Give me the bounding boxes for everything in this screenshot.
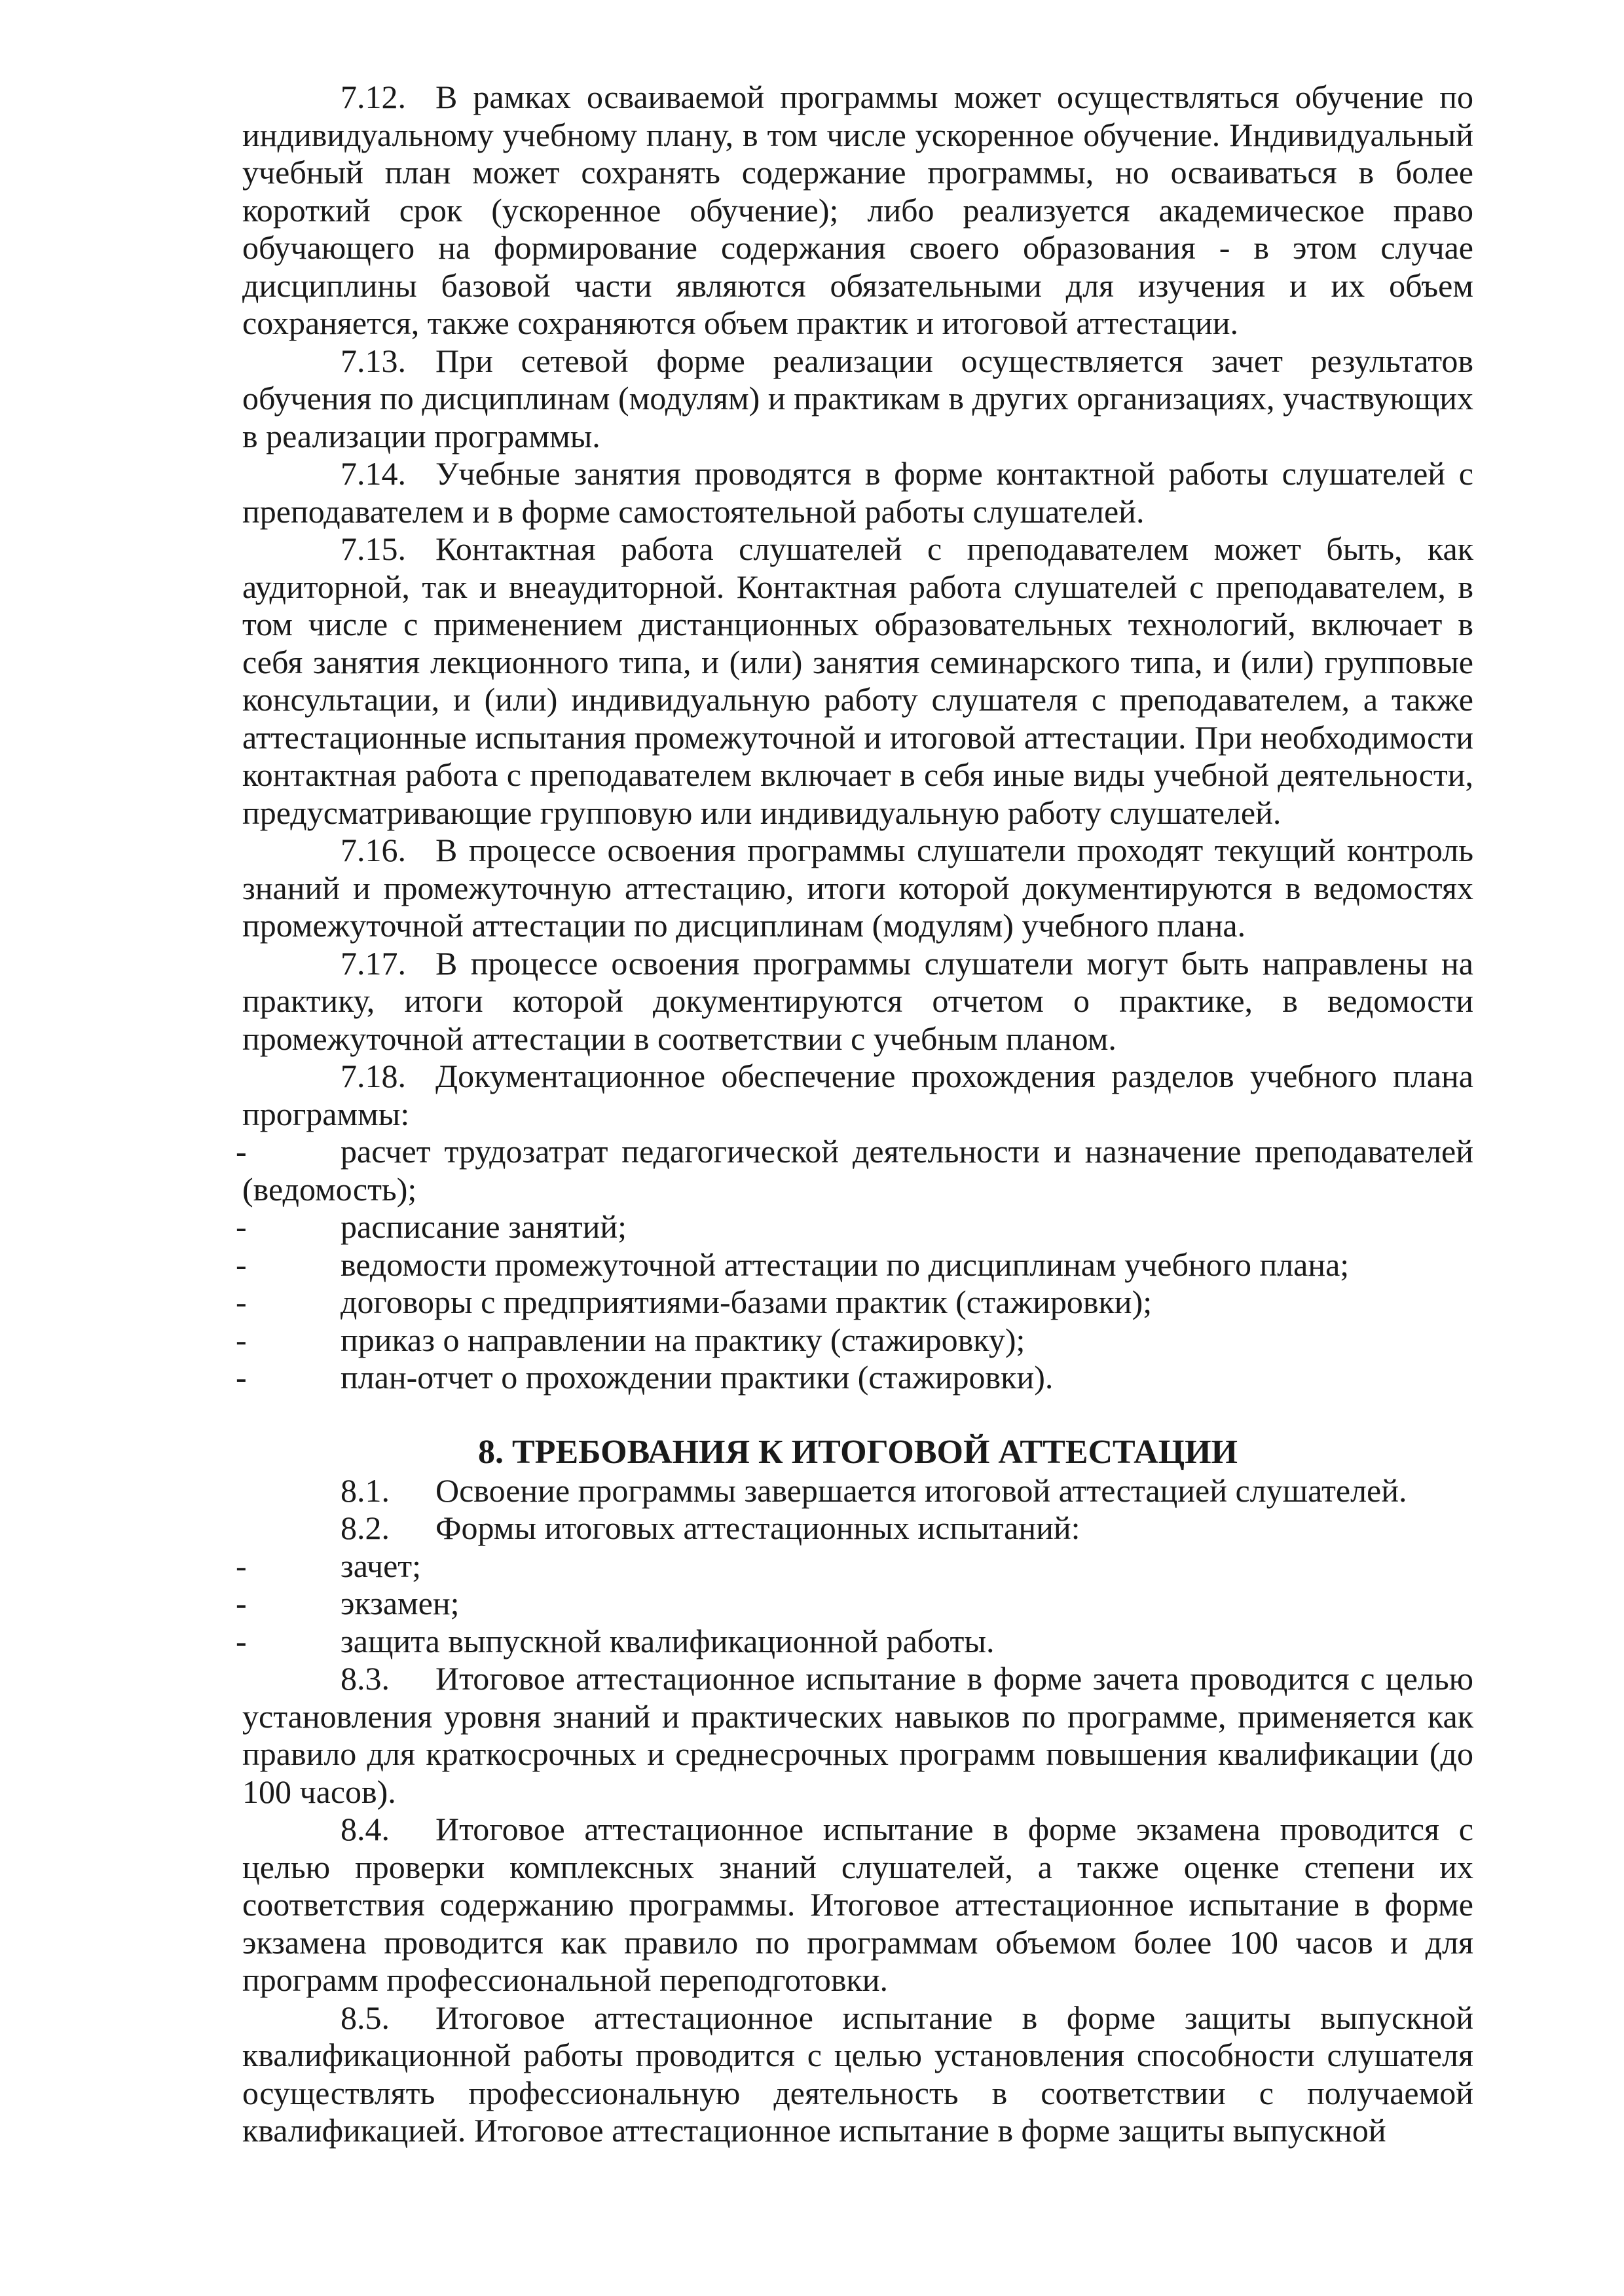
list-item — [236, 1284, 1473, 1322]
paragraph-8-1 — [242, 1472, 1473, 1510]
paragraph-number: 7.18. — [341, 1058, 406, 1094]
document-page — [236, 79, 1473, 2150]
paragraph-number: 7.15. — [341, 530, 406, 567]
list-item-text: приказ о направлении на практику (стажировку); — [341, 1321, 1025, 1358]
list-item — [236, 1321, 1473, 1360]
list-item — [236, 1547, 1473, 1585]
list-item — [236, 1208, 1473, 1246]
paragraph-7-17 — [242, 945, 1473, 1058]
list-item — [236, 1585, 1473, 1623]
paragraph-text: В рамках осваиваемой программы может осуществляться обучение по индивидуальному учебному плану, в том числе ускоренное обучение. Индивидуальный учебный план может сохранять содержание программы, но осваиваться в более короткий срок (ускоренное обучение); либо реализуется академическое право обучающего на формирование содержания своего образования - в этом случае дисциплины базовой части являются обязательными для изучения и их объем сохраняется, также сохраняются объем практик и итоговой аттестации. — [242, 79, 1473, 341]
paragraph-number: 7.14. — [341, 455, 406, 492]
list-dash: - — [236, 1284, 247, 1320]
list-item-text: зачет; — [341, 1547, 422, 1584]
paragraph-text: Итоговое аттестационное испытание в форме зачета проводится с целью установления уровня знаний и практических навыков по программе, применяется как правило для краткосрочных и среднесрочных программ повышения квалификации (до 100 часов). — [242, 1660, 1473, 1810]
paragraph-number: 7.17. — [341, 944, 406, 982]
paragraph-8-2 — [242, 1509, 1473, 1547]
paragraph-7-13 — [242, 343, 1473, 456]
paragraph-number: 8.5. — [341, 1999, 390, 2036]
list-dash: - — [236, 1547, 247, 1584]
list-item — [236, 1133, 1473, 1208]
paragraph-7-16 — [242, 832, 1473, 945]
paragraph-number: 7.16. — [341, 832, 406, 868]
paragraph-text: В процессе освоения программы слушатели могут быть направлены на практику, итоги которой документируются отчетом о практике, в ведомости промежуточной аттестации в соответствии с учебным планом. — [242, 944, 1473, 1057]
paragraph-text: Итоговое аттестационное испытание в форме защиты выпускной квалификационной работы проводится с целью установления способности слушателя осуществлять профессиональную деятельность в соответствии с получаемой квалификацией. Итоговое аттестационное испытание в форме защиты выпускной — [242, 1999, 1473, 2149]
list-item-text: расписание занятий; — [341, 1208, 627, 1245]
paragraph-text: Итоговое аттестационное испытание в форме экзамена проводится с целью проверки комплексных знаний слушателей, а также оценке степени их соответствия содержанию программы. Итоговое аттестационное испытание в форме экзамена проводится как правило по программам объемом более 100 часов и для программ профессиональной переподготовки. — [242, 1811, 1473, 1998]
paragraph-7-14 — [242, 455, 1473, 530]
paragraph-number: 8.3. — [341, 1660, 390, 1697]
list-dash: - — [236, 1622, 247, 1659]
paragraph-8-3 — [242, 1660, 1473, 1811]
paragraph-text: Освоение программы завершается итоговой аттестацией слушателей. — [435, 1472, 1407, 1509]
list-dash: - — [236, 1585, 247, 1621]
section-8-heading: 8. ТРЕБОВАНИЯ К ИТОГОВОЙ АТТЕСТАЦИИ — [478, 1433, 1238, 1471]
list-7-18 — [236, 1133, 1473, 1397]
list-dash: - — [236, 1359, 247, 1396]
paragraph-number: 7.12. — [341, 79, 406, 115]
list-item — [236, 1622, 1473, 1661]
paragraph-text: Контактная работа слушателей с преподавателем может быть, как аудиторной, так и внеаудиторной. Контактная работа слушателей с преподавателем, в том числе с применением дистанционных образовательных технологий, включает в себя занятия лекционного типа, и (или) занятия семинарского типа, и (или) групповые консультации, и (или) индивидуальную работу слушателя с преподавателем, а также аттестационные испытания промежуточной и итоговой аттестации. При необходимости контактная работа с преподавателем включает в себя иные виды учебной деятельности, предусматривающие групповую или индивидуальную работу слушателей. — [242, 530, 1473, 831]
paragraph-number: 8.2. — [341, 1509, 390, 1546]
list-8-2 — [236, 1547, 1473, 1661]
list-item-text: расчет трудозатрат педагогической деятельности и назначение преподавателей (ведомость); — [242, 1133, 1473, 1208]
list-item-text: экзамен; — [341, 1585, 460, 1621]
paragraph-text: Формы итоговых аттестационных испытаний: — [435, 1509, 1080, 1546]
list-dash: - — [236, 1321, 247, 1358]
paragraph-8-5 — [242, 1999, 1473, 2150]
list-dash: - — [236, 1246, 247, 1283]
paragraph-text: Учебные занятия проводятся в форме контактной работы слушателей с преподавателем и в форме самостоятельной работы слушателей. — [242, 455, 1473, 530]
paragraph-8-4 — [242, 1811, 1473, 1999]
paragraph-7-12 — [242, 79, 1473, 343]
paragraph-7-15 — [242, 530, 1473, 832]
list-item-text: договоры с предприятиями-базами практик (стажировки); — [341, 1284, 1153, 1320]
list-dash: - — [236, 1208, 247, 1245]
paragraph-number: 7.13. — [341, 342, 406, 379]
list-item-text: ведомости промежуточной аттестации по дисциплинам учебного плана; — [341, 1246, 1350, 1283]
paragraph-number: 8.1. — [341, 1472, 390, 1509]
paragraph-text: В процессе освоения программы слушатели проходят текущий контроль знаний и промежуточную аттестацию, итоги которой документируются в ведомостях промежуточной аттестации по дисциплинам (модулям) учебного плана. — [242, 832, 1473, 944]
paragraph-text: При сетевой форме реализации осуществляется зачет результатов обучения по дисциплинам (модулям) и практикам в других организациях, участвующих в реализации программы. — [242, 342, 1473, 454]
list-dash: - — [236, 1133, 247, 1170]
list-item-text: защита выпускной квалификационной работы. — [341, 1622, 995, 1659]
list-item-text: план-отчет о прохождении практики (стажировки). — [341, 1359, 1054, 1396]
paragraph-text: Документационное обеспечение прохождения разделов учебного плана программы: — [242, 1058, 1473, 1132]
list-item — [236, 1246, 1473, 1284]
list-item — [236, 1359, 1473, 1397]
paragraph-number: 8.4. — [341, 1811, 390, 1847]
paragraph-7-18 — [242, 1058, 1473, 1133]
